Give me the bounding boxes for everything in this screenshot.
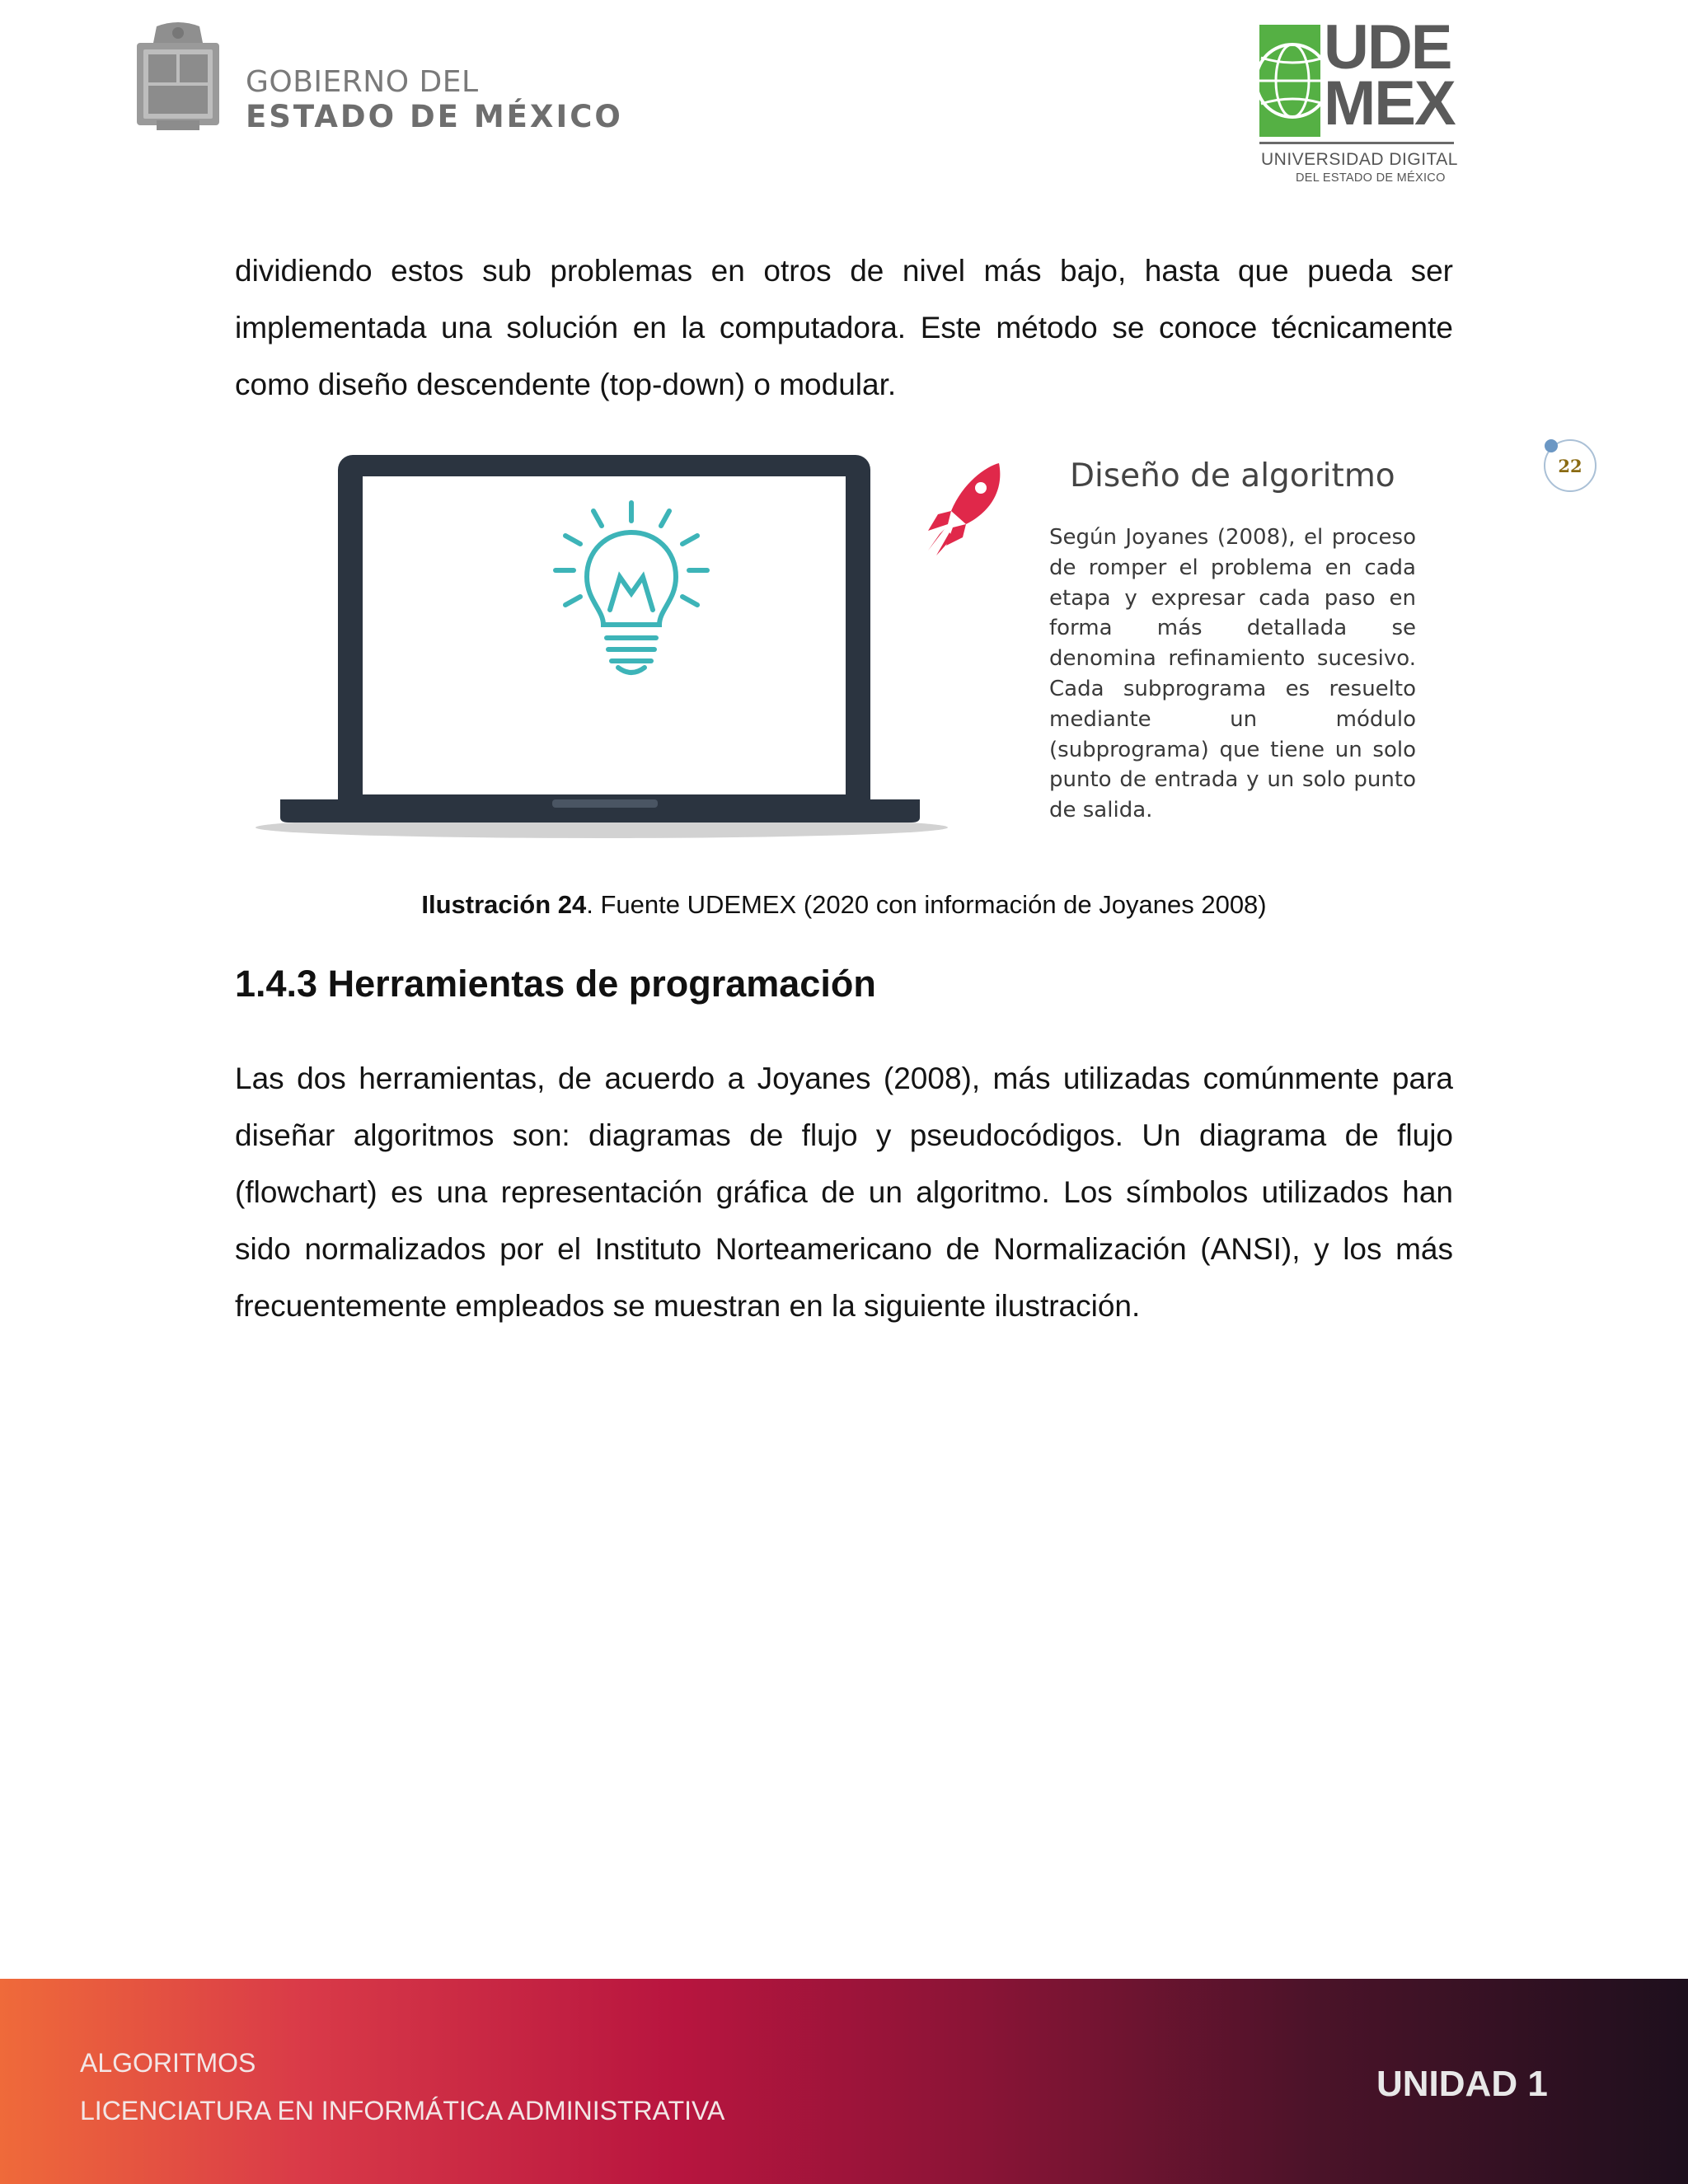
illustration-body: Según Joyanes (2008), el proceso de romper el problema en cada etapa y expresar cada paso en forma más detallada se denomina refinamiento sucesivo. Cada subprograma es resuelto mediante un módulo (subprograma) que tiene un solo punto de entrada y un solo punto de salida. [1049,525,1416,823]
section-heading: 1.4.3 Herramientas de programación [235,963,876,1005]
body-paragraph-1: dividiendo estos sub problemas en otros de nivel más bajo, hasta que pueda ser implementada una solución en la computadora. Este método se conoce técnicamente como diseño descendente (top-down) o modular. [235,254,1453,401]
gob-line2: ESTADO DE MÉXICO [246,99,623,134]
caption-label: Ilustración 24 [421,890,587,919]
udemex-subtitle: UNIVERSIDAD DIGITAL [1261,150,1458,169]
udemex-subtitle-small: DEL ESTADO DE MÉXICO [1296,171,1446,185]
udemex-divider [1259,142,1454,144]
caption-text: . Fuente UDEMEX (2020 con información de Joyanes 2008) [586,890,1267,919]
udemex-wordmark [1324,12,1455,138]
gob-line1: GOBIERNO DEL [246,65,479,99]
udemex-globe-icon [1259,25,1320,137]
page-number: 22 [1544,439,1597,492]
laptop-icon [280,455,920,823]
body-paragraph-2: Las dos herramientas, de acuerdo a Joyanes (2008), más utilizadas comúnmente para diseñar algoritmos son: diagramas de flujo y pseudocódigos. Un diagrama de flujo (flowchart) es una representación gráfica de un algoritmo. Los símbolos utilizados han sido normalizados por el Instituto Norteamericano de Normalización (ANSI), y los más frecuentemente empleados se muestran en la siguiente ilustración. [235,1062,1453,1323]
state-seal-icon [132,21,224,134]
udemex-word-bottom: MEX [1324,68,1455,138]
page-number-dot [1545,439,1558,452]
rocket-icon [928,463,1000,555]
gob-wordmark [246,66,623,135]
udemex-logo [1259,12,1458,190]
footer-unit: UNIDAD 1 [1376,2064,1548,2104]
illustration-title: Diseño de algoritmo [1070,457,1395,494]
footer-course: ALGORITMOS [80,2048,256,2078]
footer-program: LICENCIATURA EN INFORMÁTICA ADMINISTRATIVA [80,2096,725,2125]
udemex-word-top: UDE [1324,12,1451,82]
figure-caption [0,890,1688,920]
